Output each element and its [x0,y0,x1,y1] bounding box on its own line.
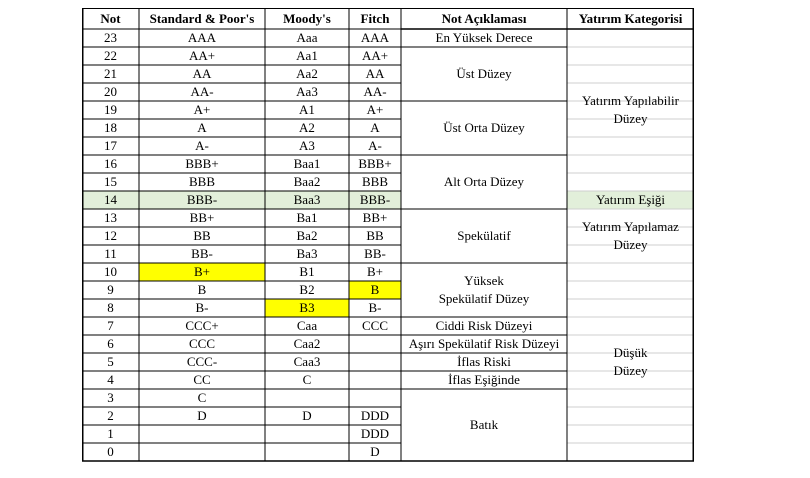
cell-sp: AA [192,66,212,81]
cell-not: 14 [104,192,117,207]
cell-not: 2 [107,408,114,423]
cell-sp: A+ [193,102,211,117]
cell-sp: BB+ [189,210,215,225]
cell-not: 16 [104,156,117,171]
description-cell-line: Alt Orta Düzey [443,174,525,189]
cell-not: 15 [104,174,117,189]
description-cell [401,335,567,353]
description-cell-line: Üst Düzey [456,66,512,81]
cell-sp: CCC- [186,354,218,369]
cell-sp: AA- [190,84,214,99]
cell-sp: D [197,408,207,423]
cell-fitch: AA [365,66,385,81]
cell-sp [139,425,265,443]
description-cell [401,263,567,317]
cell-sp: CCC [188,336,215,351]
cell-sp [139,443,265,461]
cell-sp: B [197,282,207,297]
cell-moodys: Caa [296,318,318,333]
cell-sp: CC [193,372,211,387]
cell-moodys [265,389,349,407]
cell-moodys: A2 [299,120,315,135]
category-cell [567,209,694,263]
cell-sp: AA+ [188,48,216,63]
cell-not: 20 [104,84,117,99]
cell-moodys: Aa2 [296,66,318,81]
category-cell-line: Düzey [613,111,648,126]
cell-sp: A [197,120,207,135]
header-not: Not [100,10,121,26]
category-cell-line: Yatırım Yapılamaz [582,219,679,234]
cell-moodys: Ba1 [296,210,318,225]
description-cell [401,47,567,101]
cell-fitch: DDD [360,426,390,441]
cell-sp: BBB- [186,192,218,207]
description-cell-line: Spekülatif Düzey [438,291,530,306]
cell-not: 18 [104,120,117,135]
cell-not: 10 [104,264,117,279]
cell-fitch: B+ [366,264,383,279]
cell-fitch: A- [368,138,382,153]
cell-moodys: Baa2 [293,174,321,189]
description-cell-line: Batık [469,417,499,432]
cell-sp: BB [193,228,211,243]
header-fitch: Fitch [360,10,390,26]
cell-moodys: B2 [299,282,315,297]
cell-not: 4 [107,372,114,387]
category-cell-line: Düzey [613,363,648,378]
cell-not: 3 [107,390,114,405]
cell-moodys: B3 [299,300,315,315]
category-cell [567,263,694,461]
cell-not: 8 [107,300,114,315]
cell-not: 7 [107,318,114,333]
header-sp: Standard & Poor's [149,10,255,26]
cell-moodys: Caa2 [293,336,321,351]
cell-fitch: B [370,282,380,297]
cell-sp: C [197,390,207,405]
description-cell-line: İflas Riski [457,354,511,369]
description-cell-line: Yüksek [464,273,504,288]
header-kategori: Yatırım Kategorisi [578,10,683,26]
cell-fitch: BB- [364,246,386,261]
category-cell [567,191,694,209]
cell-not: 17 [104,138,117,153]
cell-moodys [265,425,349,443]
category-cell [567,29,694,191]
cell-fitch: A+ [366,102,384,117]
header-moodys: Moody's [283,10,331,26]
cell-sp: BB- [191,246,213,261]
cell-fitch: D [370,444,380,459]
cell-fitch: A [370,120,380,135]
cell-fitch [349,371,401,389]
cell-not: 12 [104,228,117,243]
cell-sp: B+ [193,264,210,279]
cell-fitch: DDD [360,408,390,423]
cell-not: 5 [107,354,114,369]
cell-moodys [265,443,349,461]
cell-not: 0 [107,444,114,459]
category-cell-line: Düzey [613,237,648,252]
description-cell-line: Üst Orta Düzey [443,120,525,135]
header-aciklama: Not Açıklaması [441,10,527,26]
cell-not: 6 [107,336,114,351]
description-cell [401,29,567,47]
cell-fitch: AA+ [361,48,389,63]
description-cell [401,371,567,389]
cell-not: 23 [104,30,117,45]
cell-fitch: AA- [363,84,387,99]
cell-not: 1 [107,426,114,441]
description-cell-line: En Yüksek Derece [435,30,533,45]
category-cell-line: Yatırım Eşiği [595,192,666,207]
cell-moodys: A1 [299,102,315,117]
description-cell [401,155,567,209]
cell-moodys: A3 [299,138,315,153]
category-cell-line: Yatırım Yapılabilir [582,93,679,108]
cell-sp: A- [195,138,209,153]
cell-fitch: CCC [361,318,388,333]
category-cell-line: Düşük [613,345,648,360]
cell-moodys: Ba2 [296,228,318,243]
cell-fitch: BB [366,228,384,243]
cell-moodys: B1 [299,264,315,279]
cell-moodys: Aaa [296,30,318,45]
description-cell [401,353,567,371]
cell-moodys: Baa3 [293,192,321,207]
cell-not: 11 [104,246,117,261]
cell-fitch [349,353,401,371]
cell-not: 13 [104,210,117,225]
cell-moodys: Baa1 [293,156,321,171]
description-cell [401,101,567,155]
cell-fitch [349,335,401,353]
cell-fitch: B- [368,300,382,315]
cell-not: 9 [107,282,114,297]
cell-fitch: BBB [361,174,388,189]
description-cell [401,317,567,335]
cell-fitch: AAA [360,30,390,45]
credit-rating-table [82,8,694,466]
description-cell-line: Ciddi Risk Düzeyi [435,318,533,333]
cell-sp: AAA [187,30,217,45]
cell-sp: B- [195,300,209,315]
cell-moodys: D [302,408,312,423]
cell-moodys: Caa3 [293,354,321,369]
description-cell-line: Aşırı Spekülatif Risk Düzeyi [408,336,560,351]
cell-fitch: BBB+ [358,156,392,171]
cell-sp: BBB [188,174,215,189]
cell-moodys: Aa1 [296,48,318,63]
cell-not: 19 [104,102,117,117]
description-cell [401,389,567,461]
cell-fitch [349,389,401,407]
cell-moodys: C [302,372,312,387]
cell-not: 22 [104,48,117,63]
cell-sp: BBB+ [185,156,219,171]
cell-sp: CCC+ [185,318,219,333]
description-cell-line: Spekülatif [457,228,511,243]
description-cell [401,209,567,263]
cell-moodys: Ba3 [296,246,318,261]
description-cell-line: İflas Eşiğinde [448,372,520,387]
cell-moodys: Aa3 [296,84,318,99]
cell-not: 21 [104,66,117,81]
cell-fitch: BB+ [362,210,388,225]
cell-fitch: BBB- [359,192,391,207]
